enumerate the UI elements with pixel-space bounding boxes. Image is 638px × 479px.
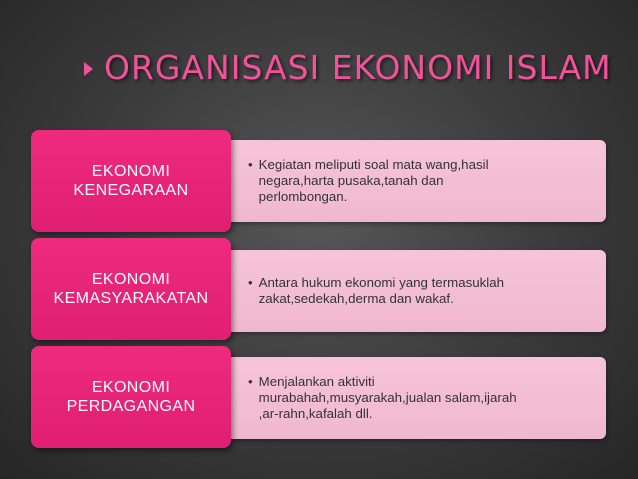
label-line: KENEGARAAN xyxy=(73,182,189,199)
desc-line: Antara hukum ekonomi yang termasuklah xyxy=(258,275,505,290)
bullet-icon: • xyxy=(248,374,253,389)
desc-box-perdagangan xyxy=(208,357,606,439)
label-line: KEMASYARAKATAN xyxy=(53,290,209,307)
desc-line: Kegiatan meliputi soal mata wang,hasil xyxy=(258,157,489,172)
desc-line: ,ar-rahn,kafalah dll. xyxy=(258,406,373,421)
label-line: EKONOMI xyxy=(91,163,171,180)
label-line: EKONOMI xyxy=(91,379,171,396)
label-ekonomi-perdagangan xyxy=(31,346,231,448)
bullet-icon: • xyxy=(248,157,253,172)
label-line: EKONOMI xyxy=(91,271,171,288)
label-line: PERDAGANGAN xyxy=(66,398,196,415)
bullet-icon: • xyxy=(248,275,253,290)
desc-box-kemasyarakatan xyxy=(208,250,606,332)
desc-line: perlombongan. xyxy=(258,189,348,204)
title-bullet-icon xyxy=(84,62,93,76)
desc-line: negara,harta pusaka,tanah dan xyxy=(258,173,444,188)
label-ekonomi-kemasyarakatan xyxy=(31,238,231,340)
label-ekonomi-kenegaraan xyxy=(31,130,231,232)
slide-title: ORGANISASI EKONOMI ISLAM xyxy=(104,48,612,87)
desc-line: murabahah,musyarakah,jualan salam,ijarah xyxy=(258,390,517,405)
desc-line: zakat,sedekah,derma dan wakaf. xyxy=(258,291,454,306)
desc-line: Menjalankan aktiviti xyxy=(258,374,375,389)
desc-box-kenegaraan xyxy=(208,140,606,222)
